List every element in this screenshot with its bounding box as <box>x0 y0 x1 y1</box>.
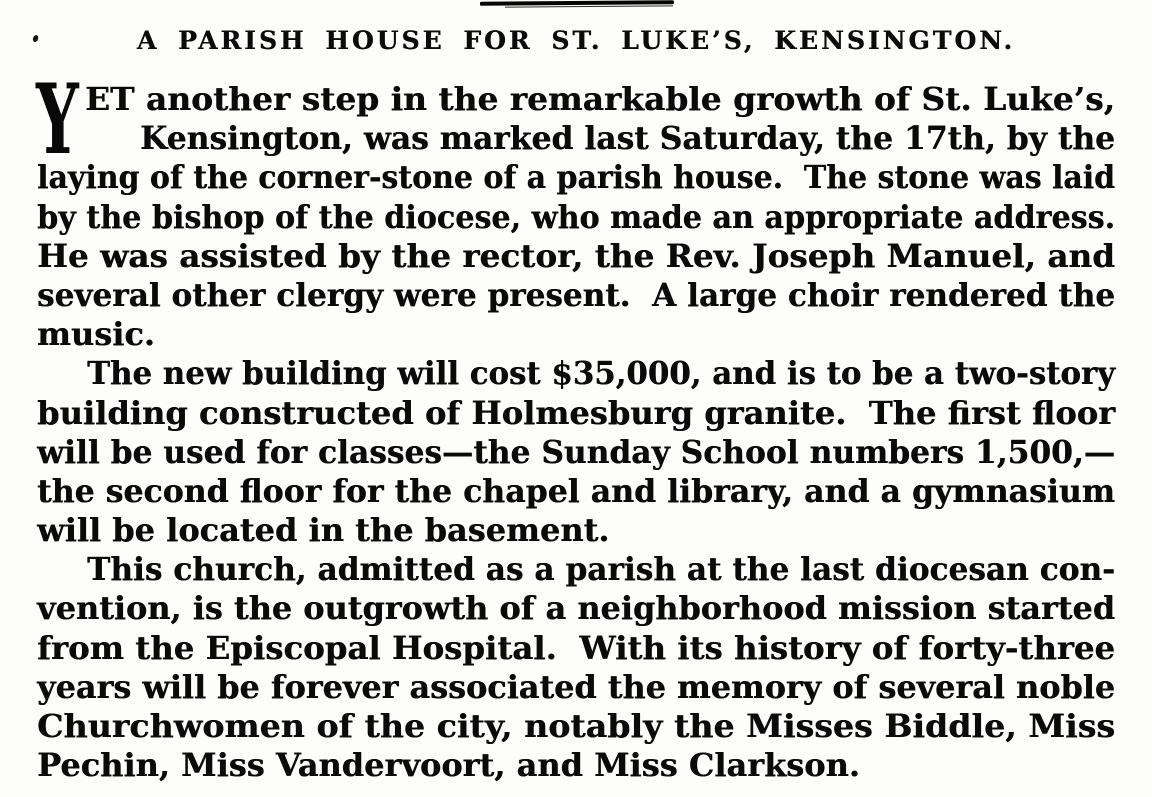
text-line <box>37 668 1115 707</box>
text-line-content: Pechin, Miss Vandervoort, and Miss Clarkson. <box>37 746 860 785</box>
text-line <box>37 746 1115 785</box>
text-line <box>37 472 1115 511</box>
text-line-content: This church, admitted as a parish at the last diocesan con- <box>87 550 1115 589</box>
text-line <box>37 198 1115 237</box>
text-line-content: will be located in the basement. <box>37 511 610 550</box>
article-title: A PARISH HOUSE FOR ST. LUKE’S, KENSINGTON. <box>136 26 1016 55</box>
text-line <box>37 315 1115 354</box>
text-line <box>37 80 1115 119</box>
text-line <box>37 511 1115 550</box>
text-line-content: from the Episcopal Hospital. With its history of forty-three <box>37 628 1115 667</box>
text-line-content: years will be forever associated the memory of several noble <box>37 667 1115 706</box>
text-line <box>37 394 1115 433</box>
text-line-content: Churchwomen of the city, notably the Misses Biddle, Miss <box>37 707 1115 745</box>
divider-rule-thin <box>505 5 673 7</box>
text-line <box>37 550 1115 589</box>
text-line-content: the second floor for the chapel and library, and a gymnasium <box>37 471 1115 510</box>
text-line <box>37 707 1115 746</box>
text-line-content: laying of the corner-stone of a parish house. The stone was laid <box>37 158 1115 197</box>
text-line-content: building constructed of Holmesburg granite. The first floor <box>37 393 1115 432</box>
text-line <box>37 119 1115 158</box>
drop-cap: Y <box>36 63 79 176</box>
text-line <box>37 589 1115 628</box>
text-line-content: Kensington, was marked last Saturday, the 17th, by the <box>140 119 1115 158</box>
text-line <box>37 433 1115 472</box>
text-line-content: ET another step in the remarkable growth of St. Luke’s, <box>85 80 1115 118</box>
text-line <box>37 354 1115 393</box>
text-line <box>37 276 1115 315</box>
text-line <box>37 237 1115 276</box>
text-line <box>37 158 1115 197</box>
text-line-content: vention, is the outgrowth of a neighborhood mission started <box>37 589 1115 628</box>
text-line-content: The new building will cost $35,000, and is to be a two-story <box>87 354 1115 393</box>
text-line <box>37 629 1115 668</box>
article-body <box>37 80 1115 785</box>
text-line-content: will be used for classes—the Sunday School numbers 1,500,— <box>37 432 1115 471</box>
text-line-content: by the bishop of the diocese, who made an appropriate address. <box>37 197 1115 236</box>
text-line-content: several other clergy were present. A large choir rendered the <box>37 275 1115 314</box>
text-line-content: He was assisted by the rector, the Rev. Joseph Manuel, and <box>37 236 1115 275</box>
text-line-content: music. <box>37 315 155 354</box>
